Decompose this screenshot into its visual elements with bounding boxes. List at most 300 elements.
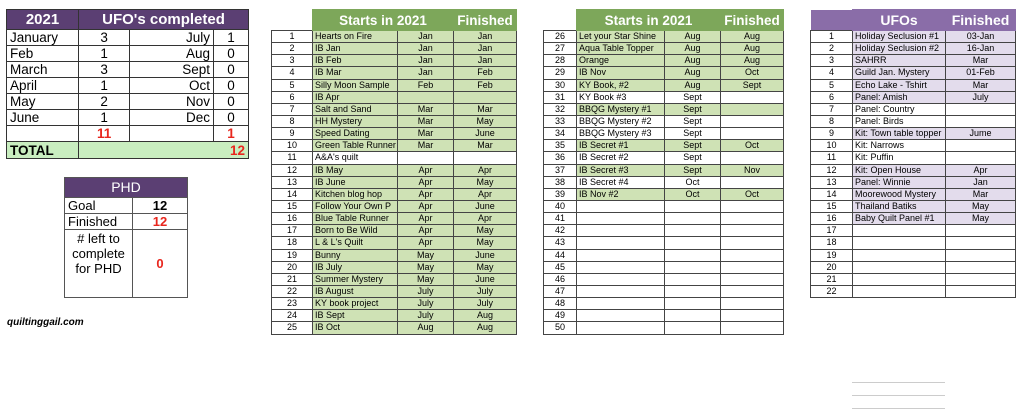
project-row <box>544 322 784 334</box>
finished-month: Apr <box>454 188 517 200</box>
start-month <box>665 285 721 297</box>
ufo-finished: May <box>946 213 1016 225</box>
ufo-finished: Jume <box>946 128 1016 140</box>
row-number: 7 <box>811 103 853 115</box>
phd-left-value: 0 <box>156 256 164 271</box>
finished-month <box>721 322 784 334</box>
ufo-finished: Mar <box>946 79 1016 91</box>
start-month <box>665 249 721 261</box>
ufo-finished <box>946 103 1016 115</box>
finished-month: May <box>454 115 517 127</box>
finished-month: Aug <box>721 55 784 67</box>
finished-month: June <box>454 128 517 140</box>
project-row <box>544 152 784 164</box>
start-month: Jan <box>398 55 454 67</box>
ufos-finished-header: Finished <box>946 10 1016 31</box>
starts-header: Starts in 2021 <box>313 10 454 31</box>
month-label: Dec <box>130 110 214 126</box>
project-name: Let your Star Shine <box>577 31 665 43</box>
row-number: 22 <box>272 285 313 297</box>
finished-header: Finished <box>454 10 517 31</box>
row-number: 20 <box>811 261 853 273</box>
finished-month <box>721 237 784 249</box>
row-number: 13 <box>811 176 853 188</box>
ufos-table-header <box>811 10 1016 31</box>
finished-month <box>721 103 784 115</box>
row-number: 21 <box>272 273 313 285</box>
row-number: 40 <box>544 200 577 212</box>
ufo-row <box>811 249 1016 261</box>
start-month <box>665 237 721 249</box>
start-month <box>398 91 454 103</box>
project-name: Green Table Runner <box>313 140 398 152</box>
starts-table-2-header <box>544 10 784 31</box>
project-name <box>577 285 665 297</box>
starts-table-1-header <box>272 10 517 31</box>
project-name: Blue Table Runner <box>313 213 398 225</box>
start-month: Sept <box>665 115 721 127</box>
phd-left-label: # left to complete for PHD <box>65 230 133 297</box>
start-month: Jan <box>398 31 454 43</box>
row-number: 30 <box>544 79 577 91</box>
project-name: A&A's quilt <box>313 152 398 164</box>
start-month: Apr <box>398 200 454 212</box>
ufo-name <box>853 261 946 273</box>
project-name: IB July <box>313 261 398 273</box>
project-row <box>272 91 517 103</box>
project-name: IB Secret #3 <box>577 164 665 176</box>
project-row <box>544 103 784 115</box>
row-number: 16 <box>811 213 853 225</box>
row-number: 6 <box>811 91 853 103</box>
finished-month: Oct <box>721 140 784 152</box>
finished-month: Aug <box>454 310 517 322</box>
project-name: KY Book, #2 <box>577 79 665 91</box>
ufo-name: Baby Quilt Panel #1 <box>853 213 946 225</box>
row-number: 15 <box>811 200 853 212</box>
month-count: 0 <box>214 62 249 78</box>
start-month: Aug <box>665 31 721 43</box>
ufo-finished <box>946 225 1016 237</box>
ufo-finished: 03-Jan <box>946 31 1016 43</box>
ufo-finished: July <box>946 91 1016 103</box>
project-row <box>544 115 784 127</box>
start-month: Mar <box>398 103 454 115</box>
ufo-finished: Jan <box>946 176 1016 188</box>
ufo-name: Kit: Narrows <box>853 140 946 152</box>
month-count: 1 <box>79 78 130 94</box>
project-row <box>544 310 784 322</box>
finished-month <box>721 115 784 127</box>
month-count: 3 <box>79 62 130 78</box>
ufo-row <box>811 115 1016 127</box>
finished-month: May <box>454 176 517 188</box>
month-count: 3 <box>79 30 130 46</box>
finished-month: Jan <box>454 31 517 43</box>
start-month: Oct <box>665 188 721 200</box>
row-number: 33 <box>544 115 577 127</box>
project-name: Bunny <box>313 249 398 261</box>
row-number: 32 <box>544 103 577 115</box>
ufo-name: Moorewood Mystery <box>853 188 946 200</box>
ufo-row <box>811 128 1016 140</box>
ufo-name <box>853 285 946 297</box>
project-name: BBQG Mystery #1 <box>577 103 665 115</box>
row-number: 20 <box>272 261 313 273</box>
finished-month: July <box>454 285 517 297</box>
row-number: 8 <box>811 115 853 127</box>
divider-line <box>852 382 945 383</box>
project-name: IB Secret #1 <box>577 140 665 152</box>
phd-box <box>64 177 188 298</box>
start-month: Jan <box>398 43 454 55</box>
finished-month: May <box>454 261 517 273</box>
project-name <box>577 213 665 225</box>
row-number: 9 <box>272 128 313 140</box>
project-name: Silly Moon Sample <box>313 79 398 91</box>
ufo-name: Kit: Puffin <box>853 152 946 164</box>
row-number: 28 <box>544 55 577 67</box>
month-count: 0 <box>214 110 249 126</box>
project-name: IB Sept <box>313 310 398 322</box>
project-row <box>272 152 517 164</box>
project-row <box>544 55 784 67</box>
month-count: 2 <box>79 94 130 110</box>
project-row <box>544 298 784 310</box>
project-row <box>272 237 517 249</box>
row-number: 47 <box>544 285 577 297</box>
start-month: May <box>398 249 454 261</box>
ufo-row <box>811 237 1016 249</box>
project-row <box>544 273 784 285</box>
month-label: May <box>7 94 79 110</box>
start-month <box>665 225 721 237</box>
ufo-name: Echo Lake - Tshirt <box>853 79 946 91</box>
month-label: April <box>7 78 79 94</box>
phd-title: PHD <box>65 178 187 197</box>
row-number: 2 <box>811 43 853 55</box>
total-value: 12 <box>79 142 249 159</box>
ufo-row <box>811 79 1016 91</box>
finished-month: Jan <box>454 55 517 67</box>
project-row <box>544 164 784 176</box>
project-row <box>272 79 517 91</box>
project-name <box>577 298 665 310</box>
project-row <box>544 140 784 152</box>
ufo-name: Holiday Seclusion #2 <box>853 43 946 55</box>
row-number: 25 <box>272 322 313 334</box>
start-month: Sept <box>665 164 721 176</box>
project-row <box>544 225 784 237</box>
finished-month: June <box>454 273 517 285</box>
month-count: 0 <box>214 94 249 110</box>
finished-header: Finished <box>721 10 784 31</box>
ufos-table-body <box>811 31 1016 298</box>
finished-month <box>721 152 784 164</box>
subtotal-second-half: 1 <box>214 126 249 142</box>
row-number: 17 <box>811 225 853 237</box>
row-number: 14 <box>811 188 853 200</box>
project-name: HH Mystery <box>313 115 398 127</box>
row-number: 37 <box>544 164 577 176</box>
project-row <box>272 188 517 200</box>
start-month: Oct <box>665 176 721 188</box>
project-name: Kitchen blog hop <box>313 188 398 200</box>
ufo-finished <box>946 285 1016 297</box>
project-row <box>544 249 784 261</box>
project-row <box>272 176 517 188</box>
start-month: Mar <box>398 140 454 152</box>
row-number: 3 <box>811 55 853 67</box>
project-row <box>544 188 784 200</box>
ufo-row <box>811 176 1016 188</box>
row-number: 5 <box>811 79 853 91</box>
finished-month: Nov <box>721 164 784 176</box>
start-month <box>398 152 454 164</box>
project-row <box>272 128 517 140</box>
project-name <box>577 225 665 237</box>
finished-month <box>454 91 517 103</box>
project-row <box>272 55 517 67</box>
start-month: Sept <box>665 91 721 103</box>
ufo-row <box>811 273 1016 285</box>
start-month: Mar <box>398 128 454 140</box>
row-number: 23 <box>272 298 313 310</box>
row-number: 14 <box>272 188 313 200</box>
ufo-name: Holiday Seclusion #1 <box>853 31 946 43</box>
project-row <box>272 273 517 285</box>
finished-month <box>721 310 784 322</box>
ufo-finished: Mar <box>946 55 1016 67</box>
row-number: 27 <box>544 43 577 55</box>
project-name: IB June <box>313 176 398 188</box>
ufo-finished: May <box>946 200 1016 212</box>
ufos-table <box>810 9 1016 298</box>
starts-table-1-body <box>272 31 517 335</box>
project-name: Salt and Sand <box>313 103 398 115</box>
row-number: 10 <box>811 140 853 152</box>
row-number: 15 <box>272 200 313 212</box>
project-name: KY book project <box>313 298 398 310</box>
start-month: July <box>398 298 454 310</box>
month-label: Feb <box>7 46 79 62</box>
project-row <box>544 43 784 55</box>
finished-month: May <box>454 225 517 237</box>
project-row <box>544 285 784 297</box>
row-number: 21 <box>811 273 853 285</box>
project-name: Follow Your Own P <box>313 200 398 212</box>
total-label: TOTAL <box>7 142 79 159</box>
project-row <box>544 213 784 225</box>
finished-month <box>721 213 784 225</box>
project-name: IB August <box>313 285 398 297</box>
ufo-name <box>853 273 946 285</box>
ufo-row <box>811 261 1016 273</box>
row-number: 12 <box>272 164 313 176</box>
start-month <box>665 200 721 212</box>
start-month: Aug <box>398 322 454 334</box>
row-number: 4 <box>811 67 853 79</box>
project-name <box>577 261 665 273</box>
project-row <box>544 128 784 140</box>
project-name: IB May <box>313 164 398 176</box>
project-name: IB Oct <box>313 322 398 334</box>
summary-title: UFO's completed <box>79 10 249 30</box>
starts-header: Starts in 2021 <box>577 10 721 31</box>
project-row <box>272 200 517 212</box>
row-number: 18 <box>811 237 853 249</box>
project-name: KY Book #3 <box>577 91 665 103</box>
row-number: 46 <box>544 273 577 285</box>
ufo-finished <box>946 140 1016 152</box>
ufo-row <box>811 140 1016 152</box>
row-number: 11 <box>811 152 853 164</box>
project-name: IB Secret #4 <box>577 176 665 188</box>
ufo-finished <box>946 249 1016 261</box>
project-name: BBQG Mystery #2 <box>577 115 665 127</box>
project-name: IB Jan <box>313 43 398 55</box>
start-month: Mar <box>398 115 454 127</box>
start-month <box>665 310 721 322</box>
project-row <box>272 115 517 127</box>
row-number: 22 <box>811 285 853 297</box>
project-name: IB Nov #2 <box>577 188 665 200</box>
project-row <box>544 176 784 188</box>
finished-month: Mar <box>454 140 517 152</box>
row-number: 29 <box>544 67 577 79</box>
row-number: 16 <box>272 213 313 225</box>
ufo-finished <box>946 273 1016 285</box>
row-number: 19 <box>272 249 313 261</box>
finished-month: Feb <box>454 67 517 79</box>
project-row <box>272 43 517 55</box>
row-number: 9 <box>811 128 853 140</box>
ufo-name: Kit: Town table topper <box>853 128 946 140</box>
month-count: 0 <box>214 78 249 94</box>
project-name: Speed Dating <box>313 128 398 140</box>
ufo-row <box>811 67 1016 79</box>
phd-finished-value: 12 <box>152 214 168 229</box>
finished-month <box>721 91 784 103</box>
project-name: IB Feb <box>313 55 398 67</box>
project-row <box>272 298 517 310</box>
project-row <box>272 67 517 79</box>
month-count: 1 <box>79 46 130 62</box>
finished-month <box>454 152 517 164</box>
project-name: Summer Mystery <box>313 273 398 285</box>
ufo-row <box>811 55 1016 67</box>
ufo-name <box>853 237 946 249</box>
starts-table-2 <box>543 9 784 335</box>
row-number: 49 <box>544 310 577 322</box>
summary-month-row <box>7 62 249 78</box>
project-row <box>544 261 784 273</box>
project-name <box>577 273 665 285</box>
phd-finished-row <box>65 213 187 229</box>
phd-left-row <box>65 229 187 297</box>
project-row <box>272 249 517 261</box>
phd-finished-label: Finished <box>65 214 133 229</box>
month-label: Oct <box>130 78 214 94</box>
row-number: 24 <box>272 310 313 322</box>
finished-month: Mar <box>454 103 517 115</box>
ufo-row <box>811 43 1016 55</box>
ufo-row <box>811 91 1016 103</box>
finished-month: May <box>454 237 517 249</box>
start-month <box>665 213 721 225</box>
finished-month <box>721 285 784 297</box>
finished-month: Aug <box>721 31 784 43</box>
start-month <box>665 298 721 310</box>
ufo-row <box>811 200 1016 212</box>
project-row <box>272 31 517 43</box>
finished-month <box>721 128 784 140</box>
row-number: 7 <box>272 103 313 115</box>
row-number: 17 <box>272 225 313 237</box>
project-name <box>577 237 665 249</box>
finished-month <box>721 176 784 188</box>
start-month: Aug <box>665 79 721 91</box>
project-name <box>577 322 665 334</box>
ufo-finished <box>946 115 1016 127</box>
row-number: 1 <box>811 31 853 43</box>
project-row <box>272 213 517 225</box>
project-name: IB Secret #2 <box>577 152 665 164</box>
finished-month <box>721 225 784 237</box>
row-number: 42 <box>544 225 577 237</box>
row-number: 43 <box>544 237 577 249</box>
project-name <box>577 310 665 322</box>
ufo-row <box>811 188 1016 200</box>
ufo-row <box>811 152 1016 164</box>
project-row <box>272 261 517 273</box>
finished-month <box>721 261 784 273</box>
project-name: Hearts on Fire <box>313 31 398 43</box>
row-number: 2 <box>272 43 313 55</box>
phd-goal-label: Goal <box>65 198 133 213</box>
ufo-finished: Apr <box>946 164 1016 176</box>
start-month: Apr <box>398 188 454 200</box>
row-number: 8 <box>272 115 313 127</box>
row-number: 39 <box>544 188 577 200</box>
project-name: IB Mar <box>313 67 398 79</box>
project-row <box>272 285 517 297</box>
start-month: Sept <box>665 128 721 140</box>
row-number: 11 <box>272 152 313 164</box>
row-number: 26 <box>544 31 577 43</box>
start-month: Feb <box>398 79 454 91</box>
start-month: Sept <box>665 140 721 152</box>
ufo-finished: 01-Feb <box>946 67 1016 79</box>
starts-table-1 <box>271 9 517 335</box>
ufo-name: SAHRR <box>853 55 946 67</box>
finished-month <box>721 273 784 285</box>
project-name: IB Apr <box>313 91 398 103</box>
start-month <box>665 322 721 334</box>
month-label: Aug <box>130 46 214 62</box>
start-month <box>665 273 721 285</box>
start-month: Apr <box>398 237 454 249</box>
month-count: 1 <box>214 30 249 46</box>
ufo-row <box>811 213 1016 225</box>
start-month: Apr <box>398 164 454 176</box>
finished-month: June <box>454 200 517 212</box>
summary-month-row <box>7 94 249 110</box>
ufo-row <box>811 285 1016 297</box>
divider-line <box>852 395 945 396</box>
project-name <box>577 200 665 212</box>
finished-month: July <box>454 298 517 310</box>
